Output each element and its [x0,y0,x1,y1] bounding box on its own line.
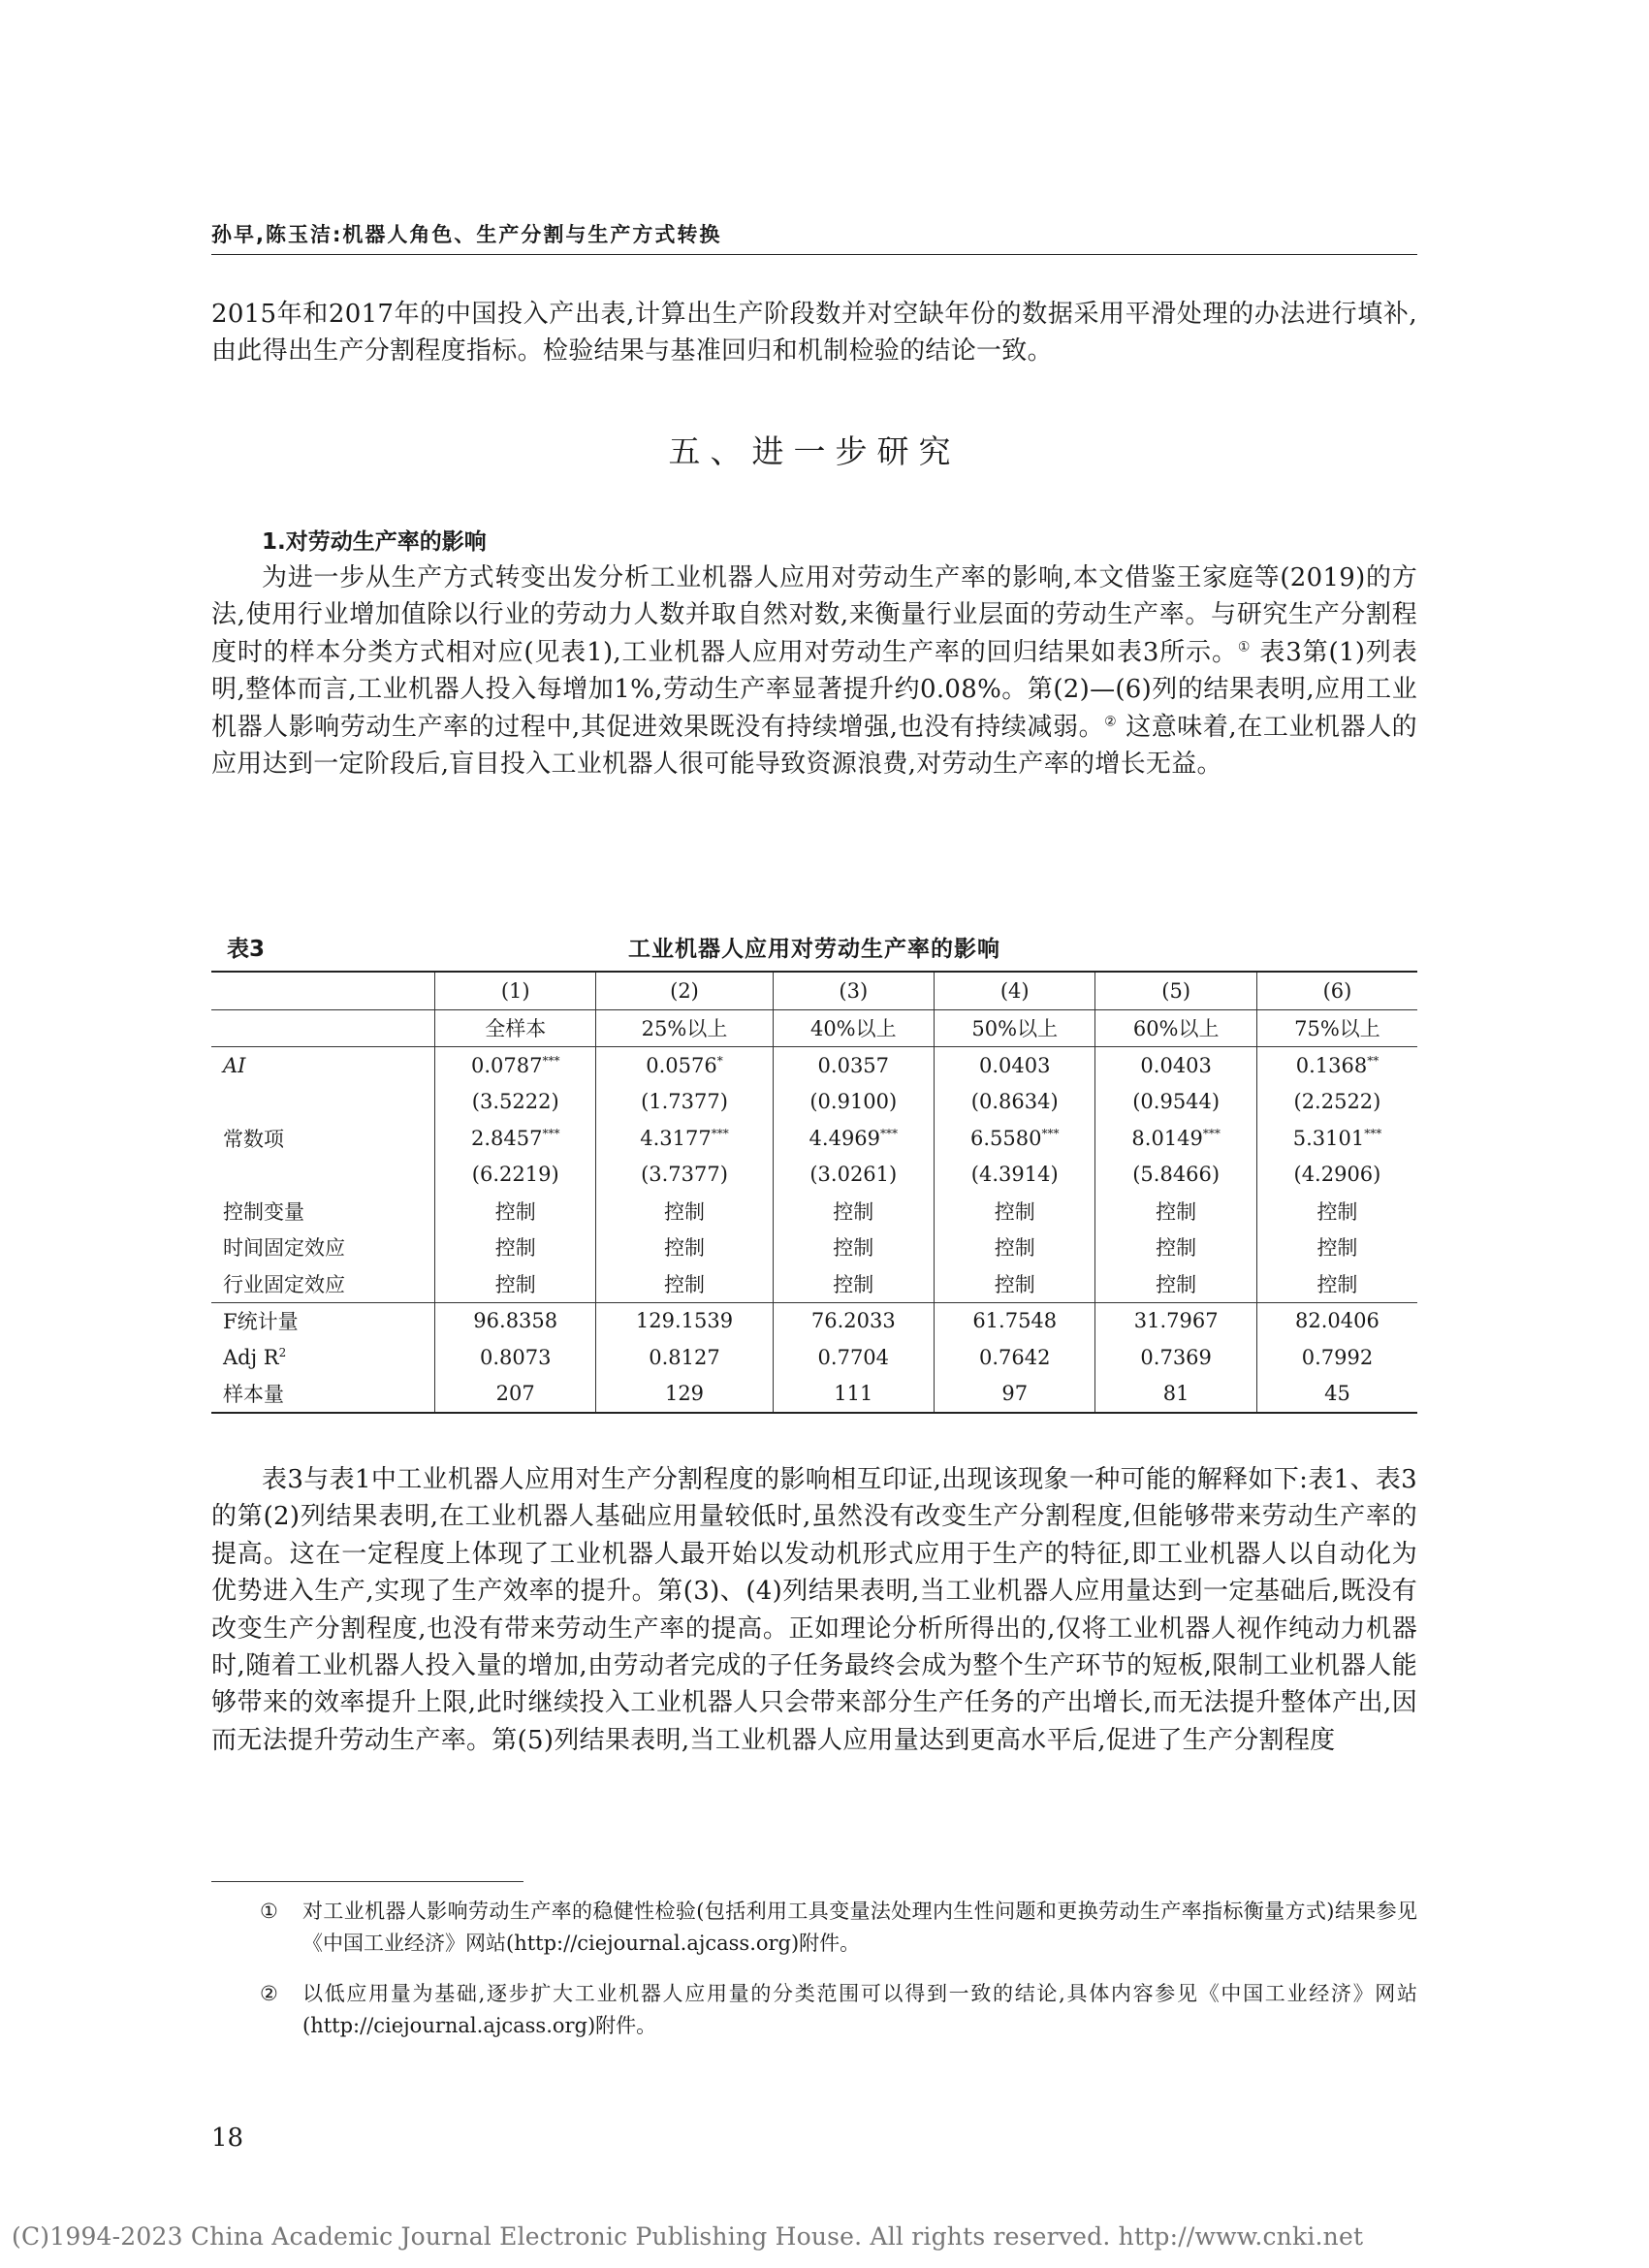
significance-stars: *** [880,1126,899,1140]
significance-stars: *** [542,1053,560,1068]
column-sample: 全样本 [435,1009,596,1047]
cell-value: (2.2522) [1293,1090,1381,1114]
cell-value: 4.3177 [640,1126,712,1150]
cell-value: 控制 [494,1199,536,1224]
regression-table [211,971,1417,1414]
paragraph-1-part-a: 为进一步从生产方式转变出发分析工业机器人应用对劳动生产率的影响,本文借鉴王家庭等(2019)的方法,使用行业增加值除以行业的劳动力人数并取自然对数,来衡量行业层面的劳动生产率。与研究生产分割程度时的样本分类方式相对应(见表1),工业机器人应用对劳动生产率的回归结果如表3所示。 [211,563,1417,667]
stats-row [211,1376,1417,1414]
row-label-text: 样本量 [223,1383,284,1407]
table-row [211,1230,1417,1266]
stat-cell: 129.1539 [596,1302,773,1339]
table-cell [935,1047,1095,1084]
table-row [211,1193,1417,1230]
row-label [211,1120,435,1157]
subsection-title: 1.对劳动生产率的影响 [262,529,487,555]
footnote-1 [262,1896,1417,1960]
cell-value: (0.9100) [809,1090,898,1114]
significance-stars: *** [542,1126,560,1140]
column-sample: 50%以上 [935,1009,1095,1047]
footnote-2 [262,1978,1417,2042]
stat-cell: 129 [596,1376,773,1414]
column-number: (4) [935,972,1095,1009]
cell-value: 2.8457 [470,1126,543,1150]
column-sample: 60%以上 [1095,1009,1256,1047]
table-cell [1256,1157,1417,1194]
cell-value: 控制 [833,1236,874,1261]
stat-cell: 61.7548 [935,1302,1095,1339]
table-cell [1095,1157,1256,1194]
stat-cell: 0.7704 [773,1339,934,1376]
stat-cell: 207 [435,1376,596,1414]
table-cell [773,1193,934,1230]
table-cell [773,1120,934,1157]
table-cell [596,1230,773,1266]
stat-cell: 81 [1095,1376,1256,1414]
row-label [211,1193,435,1230]
cell-value: 0.0357 [817,1053,890,1077]
table-cell [1095,1047,1256,1084]
cell-value: 控制 [664,1236,705,1261]
stat-cell: 0.7642 [935,1339,1095,1376]
table-cell [435,1265,596,1302]
table-cell [773,1047,934,1084]
table-row [211,1120,1417,1157]
table-caption [211,929,1417,964]
table-cell [435,1230,596,1266]
cell-value: 控制 [833,1272,874,1296]
row-label [211,1157,435,1194]
table-header-row [211,1009,1417,1047]
table-cell [773,1230,934,1266]
footnote-1-mark: ① [260,1900,278,1923]
cell-value: (0.9544) [1132,1090,1221,1114]
cell-value: 控制 [1156,1236,1197,1261]
table-cell [1256,1265,1417,1302]
significance-stars: *** [1364,1126,1382,1140]
cell-value: 0.0403 [978,1053,1051,1077]
table-cell [935,1193,1095,1230]
page-number: 18 [211,2124,244,2153]
table-cell [435,1193,596,1230]
row-label [211,1084,435,1121]
stat-cell: 45 [1256,1376,1417,1414]
column-number: (1) [435,972,596,1009]
paragraph-2: 表3与表1中工业机器人应用对生产分割程度的影响相互印证,出现该现象一种可能的解释如下:表1、表3的第(2)列结果表明,在工业机器人基础应用量较低时,虽然没有改变生产分割程度,但能够带来劳动生产率的提高。这在一定程度上体现了工业机器人最开始以发动机形式应用于生产的特征,即工业机器人以自动化为优势进入生产,实现了生产效率的提升。第(3)、(4)列结果表明,当工业机器人应用量达到一定基础后,既没有改变生产分割程度,也没有带来劳动生产率的提高。正如理论分析所得出的,仅将工业机器人视作纯动力机器时,随着工业机器人投入量的增加,由劳动者完成的子任务最终会成为整个生产环节的短板,限制工业机器人能够带来的效率提升上限,此时继续投入工业机器人只会带来部分生产任务的产出增长,而无法提升整体产出,因而无法提升劳动生产率。第(5)列结果表明,当工业机器人应用量达到更高水平后,促进了生产分割程度 [211,1465,1417,1755]
footnote-ref-2: ② [1104,713,1118,729]
table-cell [596,1157,773,1194]
cell-value: 控制 [1316,1199,1358,1224]
table-cell [1256,1193,1417,1230]
table-cell [773,1265,934,1302]
table-cell [773,1084,934,1121]
table-cell [935,1157,1095,1194]
significance-stars: *** [711,1126,729,1140]
row-label-text: F统计量 [223,1310,299,1334]
row-label-text: Adj R [223,1345,279,1369]
stat-cell: 96.8358 [435,1302,596,1339]
table-cell [1095,1193,1256,1230]
row-label-text: AI [223,1053,246,1077]
table-cell [596,1265,773,1302]
row-label-text: 常数项 [223,1127,284,1151]
cell-value: 控制 [1156,1272,1197,1296]
cell-value: 8.0149 [1131,1126,1203,1150]
table-cell [596,1084,773,1121]
table-cell [1256,1120,1417,1157]
table-cell [935,1120,1095,1157]
table-cell [435,1084,596,1121]
row-label-text: 时间固定效应 [223,1236,345,1261]
intro-paragraph: 2015年和2017年的中国投入产出表,计算出生产阶段数并对空缺年份的数据采用平滑处理的办法进行填补,由此得出生产分割程度指标。检验结果与基准回归和机制检验的结论一致。 [211,300,1417,367]
stats-row [211,1339,1417,1376]
row-label-text: 行业固定效应 [223,1272,345,1296]
table-cell [935,1265,1095,1302]
header-rule [211,254,1417,255]
table-title: 工业机器人应用对劳动生产率的影响 [628,937,1000,962]
row-label [211,1339,435,1376]
stat-cell: 0.8127 [596,1339,773,1376]
column-number: (3) [773,972,934,1009]
cell-value: 0.1368 [1295,1053,1368,1077]
cell-value: (3.5222) [471,1090,559,1114]
paragraph-1-part-b: 表3第(1)列表明,整体而言,工业机器人投入每增加1%,劳动生产率显著提升约0.08%。第(2)—(6)列的结果表明,应用工业机器人影响劳动生产率的过程中,其促进效果既没有持续增强,也没有持续减弱。 [211,637,1417,742]
cell-value: (5.8466) [1132,1163,1221,1187]
stat-cell: 0.8073 [435,1339,596,1376]
stats-row [211,1302,1417,1339]
table-corner-cell [211,1009,435,1047]
table-cell [1095,1084,1256,1121]
table-cell [935,1230,1095,1266]
column-sample: 25%以上 [596,1009,773,1047]
table-cell [435,1157,596,1194]
copyright-notice: (C)1994-2023 China Academic Journal Electronic Publishing House. All rights reserved. http://www.cnki.net [12,2222,1364,2251]
running-header: 孙早,陈玉洁:机器人角色、生产分割与生产方式转换 [211,223,722,246]
cell-value: 控制 [833,1199,874,1224]
footnote-2-mark: ② [260,1982,278,2005]
cell-value: 4.4969 [809,1126,881,1150]
cell-value: (3.7377) [641,1163,728,1187]
cell-value: 控制 [1316,1236,1358,1261]
significance-stars: *** [1041,1126,1060,1140]
table-cell [1256,1084,1417,1121]
column-sample: 75%以上 [1256,1009,1417,1047]
cell-value: (0.8634) [970,1090,1059,1114]
row-label [211,1376,435,1414]
cell-value: 6.5580 [969,1126,1042,1150]
table-cell [773,1157,934,1194]
section-title: 五、进一步研究 [668,432,961,470]
table-cell [935,1084,1095,1121]
column-number: (2) [596,972,773,1009]
row-label [211,1047,435,1084]
table-cell [1095,1120,1256,1157]
cell-value: (4.3914) [970,1163,1059,1187]
table-corner-cell [211,972,435,1009]
significance-stars: *** [1202,1126,1221,1140]
table-cell [1256,1047,1417,1084]
table-cell [1256,1230,1417,1266]
stat-cell: 76.2033 [773,1302,934,1339]
table-row [211,1265,1417,1302]
cell-value: 控制 [994,1272,1035,1296]
cell-value: (6.2219) [471,1163,559,1187]
stat-cell: 111 [773,1376,934,1414]
cell-value: 控制 [494,1272,536,1296]
cell-value: 控制 [994,1236,1035,1261]
footnote-1-text: 对工业机器人影响劳动生产率的稳健性检验(包括利用工具变量法处理内生性问题和更换劳动生产率指标衡量方式)结果参见《中国工业经济》网站(http://ciejournal.ajcass.org)附件。 [302,1900,1417,1955]
footnote-rule [211,1881,523,1882]
cell-value: (1.7377) [641,1090,728,1114]
table-cell [1095,1265,1256,1302]
stat-cell: 0.7992 [1256,1339,1417,1376]
stat-cell: 82.0406 [1256,1302,1417,1339]
footnote-2-text: 以低应用量为基础,逐步扩大工业机器人应用量的分类范围可以得到一致的结论,具体内容参见《中国工业经济》网站(http://ciejournal.ajcass.org)附件。 [302,1982,1417,2037]
table-row [211,1157,1417,1194]
footnote-ref-1: ① [1237,639,1252,655]
table-header-row [211,972,1417,1009]
paragraph-1 [211,559,1417,783]
table-cell [435,1047,596,1084]
cell-value: 控制 [1316,1272,1358,1296]
cell-value: 0.0403 [1140,1053,1212,1077]
column-sample: 40%以上 [773,1009,934,1047]
row-label-text: 控制变量 [223,1199,304,1224]
stat-cell: 97 [935,1376,1095,1414]
cell-value: 控制 [664,1199,705,1224]
cell-value: 控制 [664,1272,705,1296]
row-label [211,1265,435,1302]
table-cell [435,1120,596,1157]
stat-cell: 31.7967 [1095,1302,1256,1339]
table-row [211,1047,1417,1084]
table-cell [596,1047,773,1084]
paragraph-1-part-c: 这意味着,在工业机器人的应用达到一定阶段后,盲目投入工业机器人很可能导致资源浪费,对劳动生产率的增长无益。 [211,712,1417,780]
significance-stars: ** [1367,1053,1379,1068]
cell-value: 控制 [494,1236,536,1261]
cell-value: 0.0787 [470,1053,543,1077]
row-label-superscript: 2 [278,1345,287,1359]
cell-value: (3.0261) [809,1163,898,1187]
cell-value: 控制 [1156,1199,1197,1224]
significance-stars: * [716,1053,723,1068]
row-label [211,1230,435,1266]
cell-value: 5.3101 [1292,1126,1365,1150]
cell-value: 控制 [994,1199,1035,1224]
table-cell [1095,1230,1256,1266]
stat-cell: 0.7369 [1095,1339,1256,1376]
column-number: (5) [1095,972,1256,1009]
table-label: 表3 [227,937,266,962]
table-cell [596,1120,773,1157]
table-cell [596,1193,773,1230]
column-number: (6) [1256,972,1417,1009]
table-row [211,1084,1417,1121]
cell-value: 0.0576 [646,1053,717,1077]
row-label [211,1302,435,1339]
cell-value: (4.2906) [1293,1163,1381,1187]
